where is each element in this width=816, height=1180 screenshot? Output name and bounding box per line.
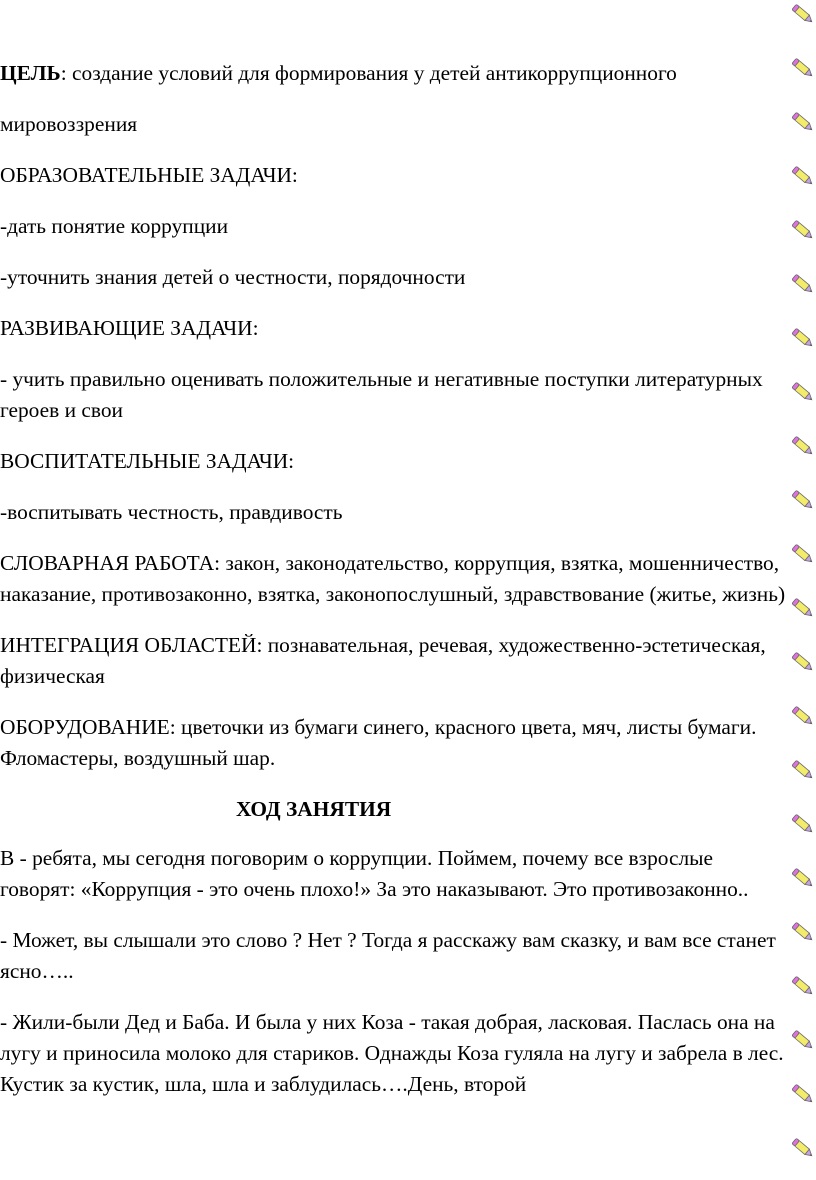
pencil-icon bbox=[792, 650, 814, 676]
pencil-icon bbox=[792, 56, 814, 82]
educational-item: -дать понятие коррупции bbox=[0, 214, 229, 238]
goal-label: ЦЕЛЬ bbox=[0, 61, 61, 85]
goal-text-line1: : создание условий для формирования у детей антикоррупционного bbox=[60, 61, 677, 85]
integration-label: ИНТЕГРАЦИЯ ОБЛАСТЕЙ: bbox=[0, 633, 263, 657]
integration-paragraph bbox=[0, 630, 790, 692]
pencil-icon bbox=[792, 812, 814, 838]
equipment-text: цветочки из бумаги синего, красного цвета, мяч, листы бумаги. Фломастеры, воздушный шар. bbox=[0, 715, 757, 770]
pencil-icon bbox=[792, 704, 814, 730]
lesson-paragraph: - Жили-были Дед и Баба. И была у них Коза - такая добрая, ласковая. Паслась она на лугу и приносила молоко для стариков. Однажды Коза гуляла на лугу и забрела в лес. Кустик за кустик, шла, шла и заблудилась….День, второй bbox=[0, 1010, 784, 1096]
goal-text-line2-paragraph bbox=[0, 109, 790, 140]
document-body bbox=[0, 58, 790, 1120]
pencil-icon bbox=[792, 110, 814, 136]
vocabulary-text: закон, законодательство, коррупция, взятка, мошенничество, наказание, противозаконно, взятка, законопослушный, здравствование (житье, жизнь) bbox=[0, 551, 786, 606]
lesson-paragraph: - Может, вы слышали это слово ? Нет ? Тогда я расскажу вам сказку, и вам все станет ясно….. bbox=[0, 928, 776, 983]
goal-paragraph bbox=[0, 58, 790, 89]
pencil-icon bbox=[792, 272, 814, 298]
lesson-heading: ХОД ЗАНЯТИЯ bbox=[236, 797, 392, 821]
pencil-icon bbox=[792, 1028, 814, 1054]
pencil-icon bbox=[792, 434, 814, 460]
pencil-icon bbox=[792, 2, 814, 28]
lesson-paragraph: В - ребята, мы сегодня поговорим о коррупции. Поймем, почему все взрослые говорят: «Коррупция - это очень плохо!» За это наказывают. Это противозаконно.. bbox=[0, 846, 749, 901]
educational-heading: ОБРАЗОВАТЕЛЬНЫЕ ЗАДАЧИ: bbox=[0, 163, 298, 187]
equipment-label: ОБОРУДОВАНИЕ: bbox=[0, 715, 176, 739]
pencil-icon bbox=[792, 488, 814, 514]
upbringing-heading: ВОСПИТАТЕЛЬНЫЕ ЗАДАЧИ: bbox=[0, 449, 295, 473]
developing-item: - учить правильно оценивать положительные и негативные поступки литературных героев и свои bbox=[0, 367, 763, 422]
pencil-icon bbox=[792, 866, 814, 892]
equipment-paragraph bbox=[0, 712, 790, 774]
pencil-icon bbox=[792, 974, 814, 1000]
pencil-icon bbox=[792, 218, 814, 244]
vocabulary-label: СЛОВАРНАЯ РАБОТА: bbox=[0, 551, 221, 575]
integration-text: познавательная, речевая, художественно-эстетическая, физическая bbox=[0, 633, 766, 688]
vocabulary-paragraph bbox=[0, 548, 790, 610]
upbringing-item: -воспитывать честность, правдивость bbox=[0, 500, 343, 524]
pencil-icon bbox=[792, 380, 814, 406]
developing-heading: РАЗВИВАЮЩИЕ ЗАДАЧИ: bbox=[0, 316, 259, 340]
pencil-icon bbox=[792, 542, 814, 568]
pencil-icon bbox=[792, 1136, 814, 1162]
goal-text-line2: мировоззрения bbox=[0, 112, 138, 136]
educational-item: -уточнить знания детей о честности, порядочности bbox=[0, 265, 466, 289]
pencil-icon bbox=[792, 920, 814, 946]
pencil-icon bbox=[792, 1082, 814, 1108]
pencil-icon bbox=[792, 758, 814, 784]
pencil-icon bbox=[792, 596, 814, 622]
pencil-icon bbox=[792, 326, 814, 352]
pencil-border bbox=[792, 0, 816, 1180]
pencil-icon bbox=[792, 164, 814, 190]
